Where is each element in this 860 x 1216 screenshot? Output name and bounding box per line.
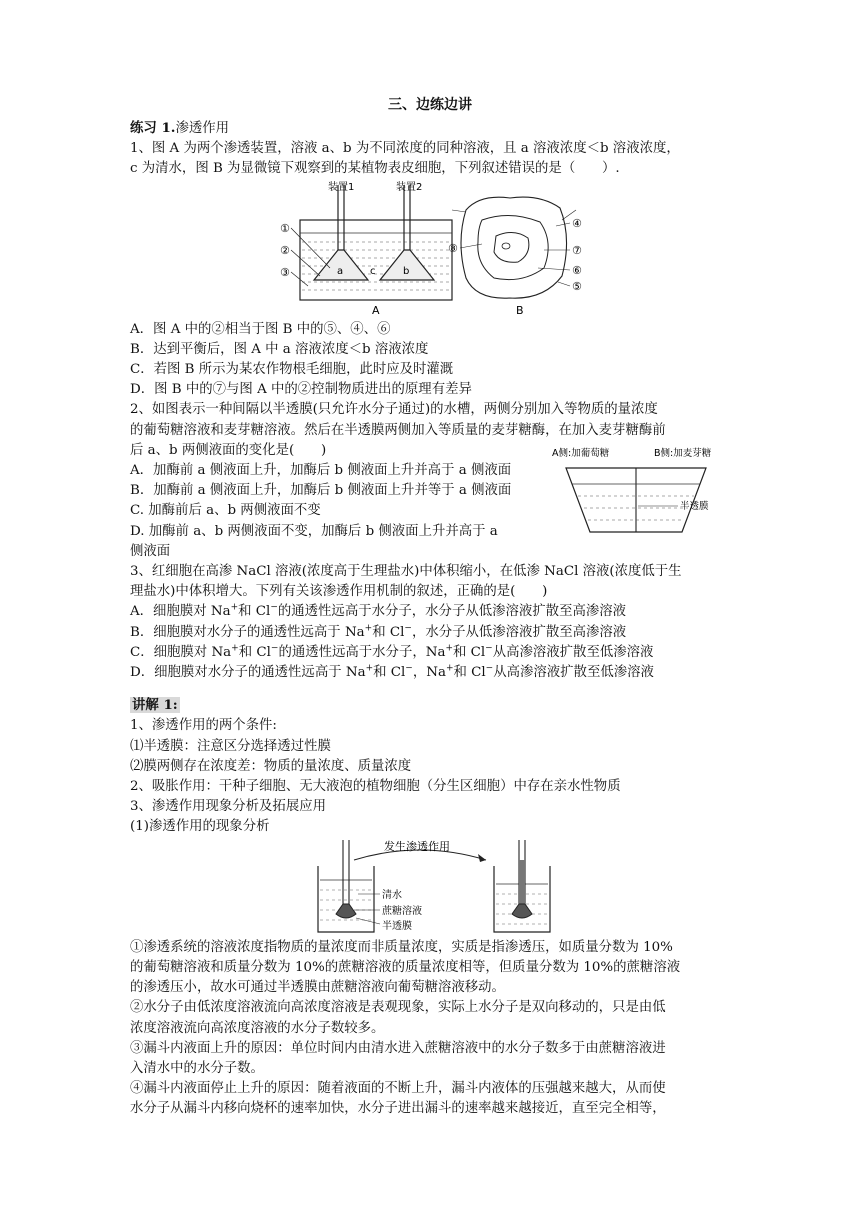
tank-left-label: A侧:加葡萄糖 — [552, 448, 610, 460]
device2-label: 装置2 — [396, 181, 423, 193]
exercise-topic: 渗透作用 — [175, 121, 229, 136]
q2-stem-line: 的葡萄糖溶液和麦芽糖溶液。然后在半透膜两侧加入等质量的麦芽糖酶，在加入麦芽糖酶前 — [130, 422, 666, 438]
label-7: ⑦ — [572, 243, 582, 257]
label-8: ⑧ — [448, 241, 458, 255]
osmosis-beaker-diagram — [130, 838, 730, 938]
lecture-line: 1、渗透作用的两个条件: — [130, 718, 277, 734]
sucrose-label: 蔗糖溶液 — [382, 905, 422, 917]
q2-option-b: B．加酶前 a 侧液面上升，加酶后 b 侧液面上升并等于 a 侧液面 — [130, 483, 512, 499]
label-1: ① — [280, 221, 290, 235]
q3-stem-line: 3、红细胞在高渗 NaCl 溶液(浓度高于生理盐水)中体积缩小，在低渗 NaCl 溶液(浓度低于生 — [130, 564, 682, 580]
lecture-line: (1)渗透作用的现象分析 — [130, 819, 270, 835]
figure-a-label: A — [372, 303, 380, 317]
label-5: ⑤ — [572, 279, 582, 293]
osmosis-arrow-label: 发生渗透作用 — [384, 839, 450, 853]
q1-option-a: A．图 A 中的②相当于图 B 中的⑤、④、⑥ — [130, 321, 391, 337]
lecture-paragraph: 的葡萄糖溶液和质量分数为 10%的蔗糖溶液的质量浓度相等，但质量分数为 10%的蔗糖溶液 — [130, 959, 681, 975]
water-label: 清水 — [382, 889, 402, 901]
question-1 — [130, 139, 730, 400]
q2-option-d: D. 加酶前 a、b 两侧液面不变，加酶后 b 侧液面上升并高于 a — [130, 523, 498, 539]
osmosis-apparatus-diagram — [130, 180, 730, 320]
lecture-paragraph: ④漏斗内液面停止上升的原因：随着液面的不断上升，漏斗内液体的压强越来越大，从而使 — [130, 1081, 666, 1097]
q2-option-a: A．加酶前 a 侧液面上升，加酶后 b 侧液面上升并高于 a 侧液面 — [130, 463, 512, 479]
exercise-heading — [130, 118, 730, 139]
q1-option-c: C．若图 B 所示为某农作物根毛细胞，此时应及时灌溉 — [130, 362, 454, 378]
q3-option-a: A．细胞膜对 Na+和 Cl−的通透性远高于水分子，水分子从低渗溶液扩散至高渗溶液 — [130, 602, 627, 620]
lecture-paragraph: ①渗透系统的溶液浓度指物质的量浓度而非质量浓度，实质是指渗透压，如质量分数为 10% — [130, 939, 673, 955]
q3-option-d: D．细胞膜对水分子的通透性远高于 Na+和 Cl−，Na+和 Cl−从高渗溶液扩散至低渗溶液 — [130, 663, 654, 681]
solution-a-label: a — [337, 265, 344, 277]
lecture-line: ⑵膜两侧存在浓度差：物质的量浓度、质量浓度 — [130, 758, 412, 774]
q2-option-c: C. 加酶前后 a、b 两侧液面不变 — [130, 503, 321, 519]
q3-option-c: C．细胞膜对 Na+和 Cl−的通透性远高于水分子，Na+和 Cl−从高渗溶液扩散至低渗溶液 — [130, 643, 654, 660]
solution-c-label: c — [370, 265, 376, 277]
label-6: ⑥ — [572, 263, 582, 277]
osmosis-phenomenon-figure — [130, 838, 730, 938]
membrane-label: 半透膜 — [382, 920, 412, 932]
q2-stem-line: 2、如图表示一种间隔以半透膜(只允许水分子通过)的水槽，两侧分别加入等物质的量浓度 — [130, 402, 658, 418]
lecture-line: 3、渗透作用现象分析及拓展应用 — [130, 799, 326, 815]
q1-stem-line: c 为清水，图 B 为显微镜下观察到的某植物表皮细胞，下列叙述错误的是（ ）. — [130, 161, 620, 177]
lecture-paragraph: ②水分子由低浓度溶液流向高浓度溶液是表观现象，实际上水分子是双向移动的，只是由低 — [130, 1000, 666, 1016]
device1-label: 装置1 — [328, 181, 355, 193]
water-tank-diagram — [550, 444, 730, 539]
section-title: 三、边练边讲 — [388, 97, 472, 113]
solution-b-label: b — [403, 265, 410, 277]
lecture-paragraph: ③漏斗内液面上升的原因：单位时间内由清水进入蔗糖溶液中的水分子数多于由蔗糖溶液进 — [130, 1040, 666, 1056]
q2-stem-line: 后 a、b 两侧液面的变化是( ) — [130, 442, 327, 458]
question-2 — [130, 400, 730, 562]
q2-option-d-cont: 侧液面 — [130, 543, 171, 559]
label-4: ④ — [572, 216, 582, 230]
tank-right-label: B侧:加麦芽糖 — [654, 448, 712, 460]
question-3 — [130, 562, 730, 683]
lecture-label: 讲解 1: — [132, 697, 178, 714]
figure-b-label: B — [516, 303, 524, 317]
lecture-paragraph: 入清水中的水分子数。 — [130, 1060, 264, 1076]
exercise-label: 练习 1. — [130, 120, 176, 136]
lecture-section — [130, 695, 730, 1119]
label-3: ③ — [280, 265, 290, 279]
q1-option-d: D．图 B 中的⑦与图 A 中的②控制物质进出的原理有差异 — [130, 382, 472, 398]
lecture-paragraph: 浓度溶液流向高浓度溶液的水分子数较多。 — [130, 1020, 385, 1036]
label-2: ② — [280, 243, 290, 257]
lecture-line: 2、吸胀作用：干种子细胞、无大液泡的植物细胞（分生区细胞）中存在亲水性物质 — [130, 779, 621, 795]
lecture-paragraph: 的渗透压小，故水可通过半透膜由蔗糖溶液向葡萄糖溶液移动。 — [130, 980, 505, 996]
document-page — [130, 92, 730, 1120]
q3-option-b: B．细胞膜对水分子的通透性远高于 Na+和 Cl−，水分子从低渗溶液扩散至高渗溶液 — [130, 623, 627, 640]
lecture-line: ⑴半透膜：注意区分选择透过性膜 — [130, 738, 331, 754]
lecture-paragraph: 水分子从漏斗内移向烧杯的速率加快，水分子进出漏斗的速率越来越接近，直至完全相等， — [130, 1101, 666, 1117]
q3-stem-line: 理盐水)中体积增大。下列有关该渗透作用机制的叙述，正确的是( ) — [130, 584, 548, 600]
tank-membrane-label: 半透膜 — [680, 501, 709, 513]
q1-figure — [130, 180, 730, 320]
q1-stem-line: 1、图 A 为两个渗透装置，溶液 a、b 为不同浓度的同种溶液，且 a 溶液浓度＜b 溶液浓度， — [130, 141, 680, 157]
q1-option-b: B．达到平衡后，图 A 中 a 溶液浓度＜b 溶液浓度 — [130, 341, 429, 357]
